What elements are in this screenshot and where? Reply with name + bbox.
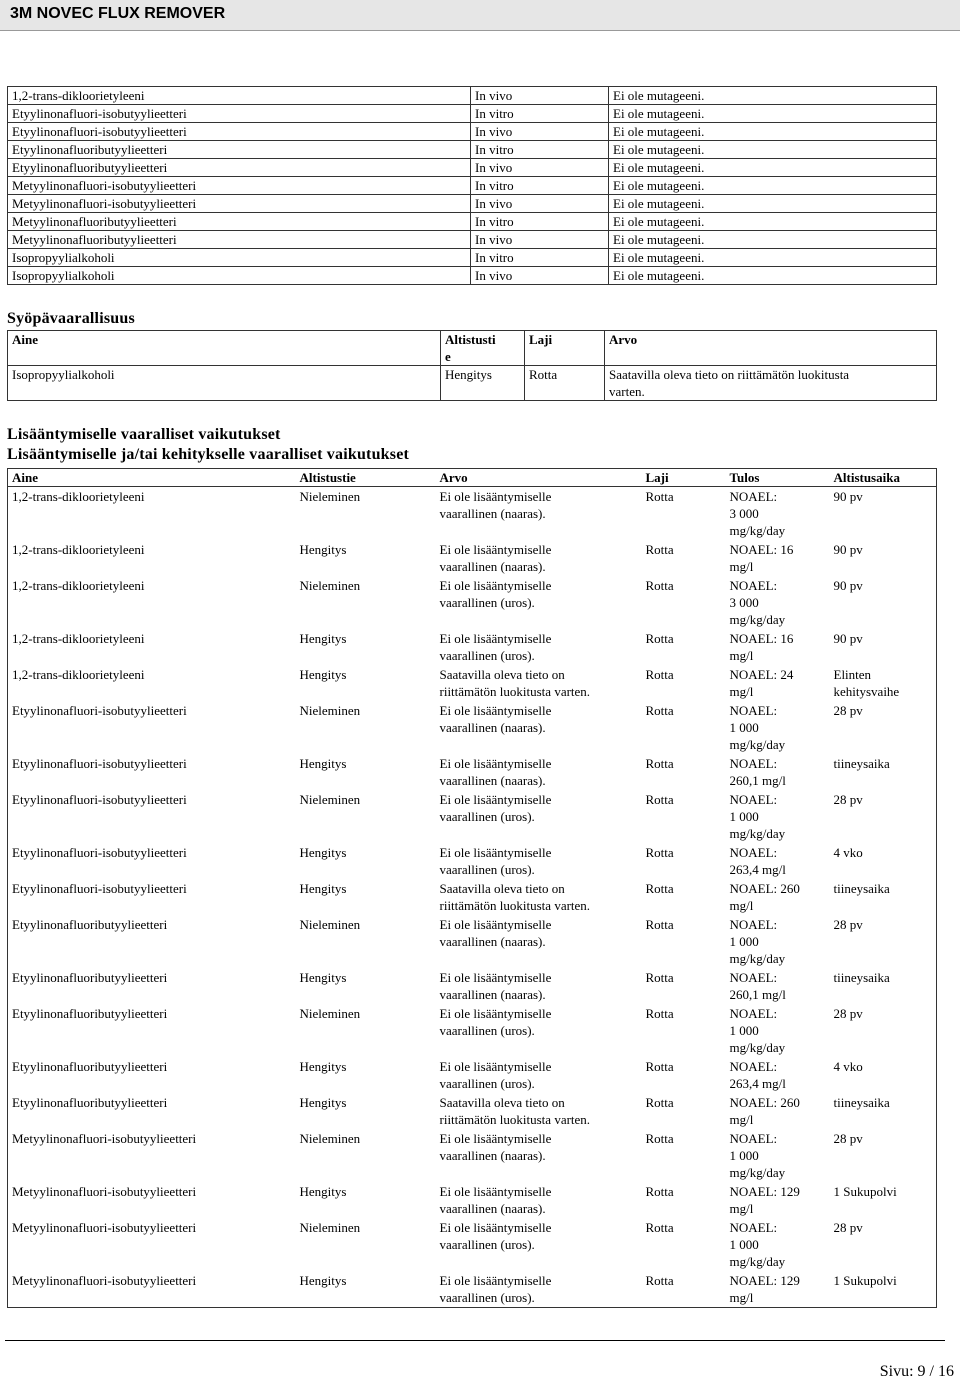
table-cell: Ei ole lisääntymiselle vaarallinen (naaras). [439, 756, 552, 788]
table-cell: Metyylinonafluori-isobutyylieetteri [12, 1220, 197, 1235]
table-cell: Rotta [525, 366, 605, 401]
table-cell: 4 vko [833, 1059, 863, 1074]
table-cell: Nieleminen [299, 1131, 361, 1146]
reproductive-heading: Lisääntymiselle vaaralliset vaikutukset [7, 426, 281, 443]
table-cell: Rotta [645, 703, 674, 718]
table-cell: Hengitys [299, 845, 347, 860]
table-cell: 28 pv [833, 1006, 863, 1021]
table-cell: Metyylinonafluori-isobutyylieetteri [8, 195, 471, 213]
table-cell: Rotta [645, 667, 674, 682]
table-cell: Ei ole lisääntymiselle vaarallinen (naaras). [439, 489, 552, 521]
table-cell: 1,2-trans-dikloorietyleeni [12, 578, 145, 593]
table-cell: tiineysaika [833, 756, 890, 771]
table-cell: Ei ole mutageeni. [609, 195, 937, 213]
table-cell: Rotta [645, 489, 674, 504]
table-cell: Etyylinonafluori-isobutyylieetteri [12, 792, 187, 807]
table-cell: Etyylinonafluori-isobutyylieetteri [12, 756, 187, 771]
table-cell: Etyylinonafluoributyylieetteri [12, 970, 168, 985]
table-cell: Etyylinonafluoributyylieetteri [12, 1095, 168, 1110]
table-cell: Rotta [645, 792, 674, 807]
table-cell: Rotta [645, 881, 674, 896]
table-cell: Ei ole lisääntymiselle vaarallinen (uros). [439, 845, 552, 877]
table-cell: Metyylinonafluori-isobutyylieetteri [12, 1184, 197, 1199]
table-cell: Ei ole lisääntymiselle vaarallinen (uros). [439, 1220, 552, 1252]
table-cell: Nieleminen [299, 917, 361, 932]
table-cell: 1,2-trans-dikloorietyleeni [12, 489, 145, 504]
table-cell: 1 Sukupolvi [833, 1184, 897, 1199]
column-header: Arvo [436, 469, 642, 487]
table-cell: Rotta [645, 1095, 674, 1110]
table-row [8, 105, 937, 123]
table-cell: Saatavilla oleva tieto on riittämätön luokitusta varten. [605, 366, 937, 401]
table-cell: Hengitys [299, 1095, 347, 1110]
table-cell: Etyylinonafluoributyylieetteri [12, 917, 168, 932]
table-cell: Hengitys [299, 542, 347, 557]
document-header [0, 0, 960, 31]
table-cell: Ei ole mutageeni. [609, 177, 937, 195]
table-cell: In vivo [471, 195, 609, 213]
table-row [8, 487, 937, 541]
table-cell: NOAEL: 263,4 mg/l [729, 1059, 786, 1091]
table-row [8, 1093, 937, 1129]
table-cell: Hengitys [299, 1059, 347, 1074]
table-cell: Ei ole mutageeni. [609, 231, 937, 249]
table-row [8, 177, 937, 195]
carcinogenicity-heading: Syöpävaarallisuus [7, 310, 135, 327]
table-cell: NOAEL: 1 000 mg/kg/day [729, 703, 786, 752]
table-row [8, 1004, 937, 1057]
table-cell: In vivo [471, 267, 609, 285]
table-cell: Etyylinonafluori-isobutyylieetteri [12, 881, 187, 896]
table-cell: In vitro [471, 105, 609, 123]
table-cell: NOAEL: 260 mg/l [729, 1095, 800, 1127]
table-cell: In vivo [471, 159, 609, 177]
table-cell: Hengitys [299, 881, 347, 896]
column-header: Arvo [605, 331, 937, 366]
table-cell: Etyylinonafluori-isobutyylieetteri [8, 105, 471, 123]
table-row [8, 879, 937, 915]
table-cell: Rotta [645, 756, 674, 771]
table-row [8, 267, 937, 285]
table-row [8, 366, 937, 401]
table-cell: Isopropyylialkoholi [8, 249, 471, 267]
table-cell: Rotta [645, 1273, 674, 1288]
table-row [8, 843, 937, 879]
table-cell: Hengitys [299, 756, 347, 771]
table-row [8, 790, 937, 843]
table-cell: Metyylinonafluori-isobutyylieetteri [12, 1273, 197, 1288]
table-cell: Ei ole mutageeni. [609, 267, 937, 285]
table-cell: tiineysaika [833, 1095, 890, 1110]
document-title: 3M NOVEC FLUX REMOVER [10, 5, 226, 22]
table-cell: 90 pv [833, 489, 863, 504]
table-cell: Nieleminen [299, 489, 361, 504]
table-row [8, 1057, 937, 1093]
table-cell: Ei ole lisääntymiselle vaarallinen (uros). [439, 1006, 552, 1038]
table-cell: 1,2-trans-dikloorietyleeni [8, 87, 471, 105]
column-header: Laji [642, 469, 726, 487]
table-cell: Rotta [645, 1006, 674, 1021]
table-row [8, 159, 937, 177]
table-cell: 28 pv [833, 703, 863, 718]
footer-divider [5, 1340, 945, 1341]
table-cell: 1,2-trans-dikloorietyleeni [12, 667, 145, 682]
table-row [8, 1218, 937, 1271]
table-cell: Rotta [645, 917, 674, 932]
table-cell: NOAEL: 24 mg/l [729, 667, 794, 699]
table-row [8, 231, 937, 249]
table-cell: Saatavilla oleva tieto on riittämätön luokitusta varten. [439, 667, 591, 699]
table-cell: Etyylinonafluoributyylieetteri [8, 141, 471, 159]
table-cell: In vivo [471, 87, 609, 105]
column-header: Altistustie [296, 469, 436, 487]
table-cell: Metyylinonafluori-isobutyylieetteri [8, 177, 471, 195]
table-cell: 28 pv [833, 917, 863, 932]
table-cell: tiineysaika [833, 881, 890, 896]
table-cell: Nieleminen [299, 703, 361, 718]
table-cell: Rotta [645, 542, 674, 557]
table-cell: Ei ole lisääntymiselle vaarallinen (naaras). [439, 703, 552, 735]
table-cell: Ei ole lisääntymiselle vaarallinen (naaras). [439, 1131, 552, 1163]
table-cell: Rotta [645, 1059, 674, 1074]
table-cell: Saatavilla oleva tieto on riittämätön luokitusta varten. [439, 1095, 591, 1127]
table-row [8, 87, 937, 105]
table-row [8, 249, 937, 267]
table-cell: Ei ole mutageeni. [609, 105, 937, 123]
table-cell: Elinten kehitysvaihe [833, 667, 900, 699]
table-cell: Hengitys [441, 366, 525, 401]
table-row [8, 540, 937, 576]
table-cell: Metyylinonafluoributyylieetteri [8, 213, 471, 231]
table-cell: NOAEL: 260 mg/l [729, 881, 800, 913]
table-cell: Rotta [645, 1184, 674, 1199]
table-row [8, 195, 937, 213]
table-cell: Isopropyylialkoholi [8, 267, 471, 285]
table-row [8, 1271, 937, 1308]
table-cell: tiineysaika [833, 970, 890, 985]
table-row [8, 968, 937, 1004]
table-cell: Rotta [645, 1131, 674, 1146]
table-cell: In vitro [471, 141, 609, 159]
table-cell: NOAEL: 1 000 mg/kg/day [729, 917, 786, 966]
table-cell: NOAEL: 16 mg/l [729, 631, 794, 663]
table-cell: NOAEL: 3 000 mg/kg/day [729, 578, 786, 627]
table-cell: Ei ole lisääntymiselle vaarallinen (uros). [439, 631, 552, 663]
table-cell: Etyylinonafluori-isobutyylieetteri [12, 703, 187, 718]
table-cell: Hengitys [299, 631, 347, 646]
table-cell: 90 pv [833, 631, 863, 646]
table-cell: 28 pv [833, 1131, 863, 1146]
table-row [8, 1129, 937, 1182]
table-row [8, 141, 937, 159]
table-row [8, 1182, 937, 1218]
table-cell: Etyylinonafluoributyylieetteri [8, 159, 471, 177]
table-cell: NOAEL: 263,4 mg/l [729, 845, 786, 877]
table-cell: In vitro [471, 177, 609, 195]
table-cell: Ei ole mutageeni. [609, 213, 937, 231]
column-header: Laji [525, 331, 605, 366]
table-row [8, 123, 937, 141]
table-cell: 4 vko [833, 845, 863, 860]
table-cell: In vivo [471, 231, 609, 249]
table-cell: NOAEL: 260,1 mg/l [729, 970, 786, 1002]
table-cell: NOAEL: 1 000 mg/kg/day [729, 1220, 786, 1269]
table-cell: 1 Sukupolvi [833, 1273, 897, 1288]
table-cell: Hengitys [299, 970, 347, 985]
table-cell: 90 pv [833, 578, 863, 593]
table-cell: Metyylinonafluori-isobutyylieetteri [12, 1131, 197, 1146]
table-cell: 90 pv [833, 542, 863, 557]
table-row [8, 754, 937, 790]
table-cell: Ei ole mutageeni. [609, 87, 937, 105]
table-cell: Rotta [645, 631, 674, 646]
table-cell: Saatavilla oleva tieto on riittämätön luokitusta varten. [439, 881, 591, 913]
table-cell: NOAEL: 1 000 mg/kg/day [729, 1006, 786, 1055]
mutagenicity-table [7, 86, 937, 285]
table-cell: Rotta [645, 845, 674, 860]
table-cell: 28 pv [833, 792, 863, 807]
table-cell: 28 pv [833, 1220, 863, 1235]
table-cell: Hengitys [299, 667, 347, 682]
column-header: Altistusti e [441, 331, 525, 366]
table-cell: NOAEL: 16 mg/l [729, 542, 794, 574]
table-cell: Ei ole mutageeni. [609, 159, 937, 177]
column-header: Aine [8, 331, 441, 366]
page-number: Sivu: 9 / 16 [879, 1363, 954, 1380]
table-cell: Etyylinonafluori-isobutyylieetteri [12, 845, 187, 860]
table-row [8, 213, 937, 231]
table-cell: Nieleminen [299, 1220, 361, 1235]
table-cell: NOAEL: 260,1 mg/l [729, 756, 786, 788]
table-cell: Isopropyylialkoholi [8, 366, 441, 401]
table-cell: Etyylinonafluoributyylieetteri [12, 1059, 168, 1074]
table-row [8, 915, 937, 968]
table-row [8, 665, 937, 701]
table-cell: Hengitys [299, 1184, 347, 1199]
table-cell: Ei ole lisääntymiselle vaarallinen (naaras). [439, 542, 552, 574]
table-cell: Ei ole lisääntymiselle vaarallinen (naaras). [439, 970, 552, 1002]
table-cell: Ei ole lisääntymiselle vaarallinen (uros). [439, 1273, 552, 1305]
table-cell: In vitro [471, 213, 609, 231]
table-cell: Rotta [645, 1220, 674, 1235]
table-cell: NOAEL: 1 000 mg/kg/day [729, 792, 786, 841]
table-cell: Nieleminen [299, 1006, 361, 1021]
reproductive-table [7, 468, 937, 1308]
table-cell: Ei ole mutageeni. [609, 249, 937, 267]
table-cell: Ei ole lisääntymiselle vaarallinen (uros). [439, 1059, 552, 1091]
table-cell: NOAEL: 3 000 mg/kg/day [729, 489, 786, 538]
table-cell: In vivo [471, 123, 609, 141]
table-cell: 1,2-trans-dikloorietyleeni [12, 631, 145, 646]
table-cell: Ei ole lisääntymiselle vaarallinen (uros). [439, 792, 552, 824]
table-cell: Ei ole mutageeni. [609, 123, 937, 141]
column-header: Tulos [726, 469, 830, 487]
table-cell: NOAEL: 129 mg/l [729, 1273, 800, 1305]
table-cell: Etyylinonafluoributyylieetteri [12, 1006, 168, 1021]
table-row [8, 629, 937, 665]
table-cell: Ei ole mutageeni. [609, 141, 937, 159]
table-cell: NOAEL: 129 mg/l [729, 1184, 800, 1216]
table-row [8, 701, 937, 754]
table-cell: Nieleminen [299, 578, 361, 593]
table-cell: Hengitys [299, 1273, 347, 1288]
table-cell: In vitro [471, 249, 609, 267]
table-cell: Etyylinonafluori-isobutyylieetteri [8, 123, 471, 141]
column-header: Altistusaika [830, 469, 937, 487]
table-cell: Ei ole lisääntymiselle vaarallinen (uros). [439, 578, 552, 610]
table-cell: Ei ole lisääntymiselle vaarallinen (naaras). [439, 1184, 552, 1216]
table-cell: NOAEL: 1 000 mg/kg/day [729, 1131, 786, 1180]
table-cell: Ei ole lisääntymiselle vaarallinen (naaras). [439, 917, 552, 949]
table-cell: Nieleminen [299, 792, 361, 807]
carcinogenicity-table [7, 330, 937, 401]
table-cell: Rotta [645, 970, 674, 985]
table-cell: 1,2-trans-dikloorietyleeni [12, 542, 145, 557]
column-header: Aine [8, 469, 296, 487]
table-cell: Rotta [645, 578, 674, 593]
table-cell: Metyylinonafluoributyylieetteri [8, 231, 471, 249]
table-row [8, 576, 937, 629]
reproductive-subheading: Lisääntymiselle ja/tai kehitykselle vaaralliset vaikutukset [7, 446, 410, 463]
